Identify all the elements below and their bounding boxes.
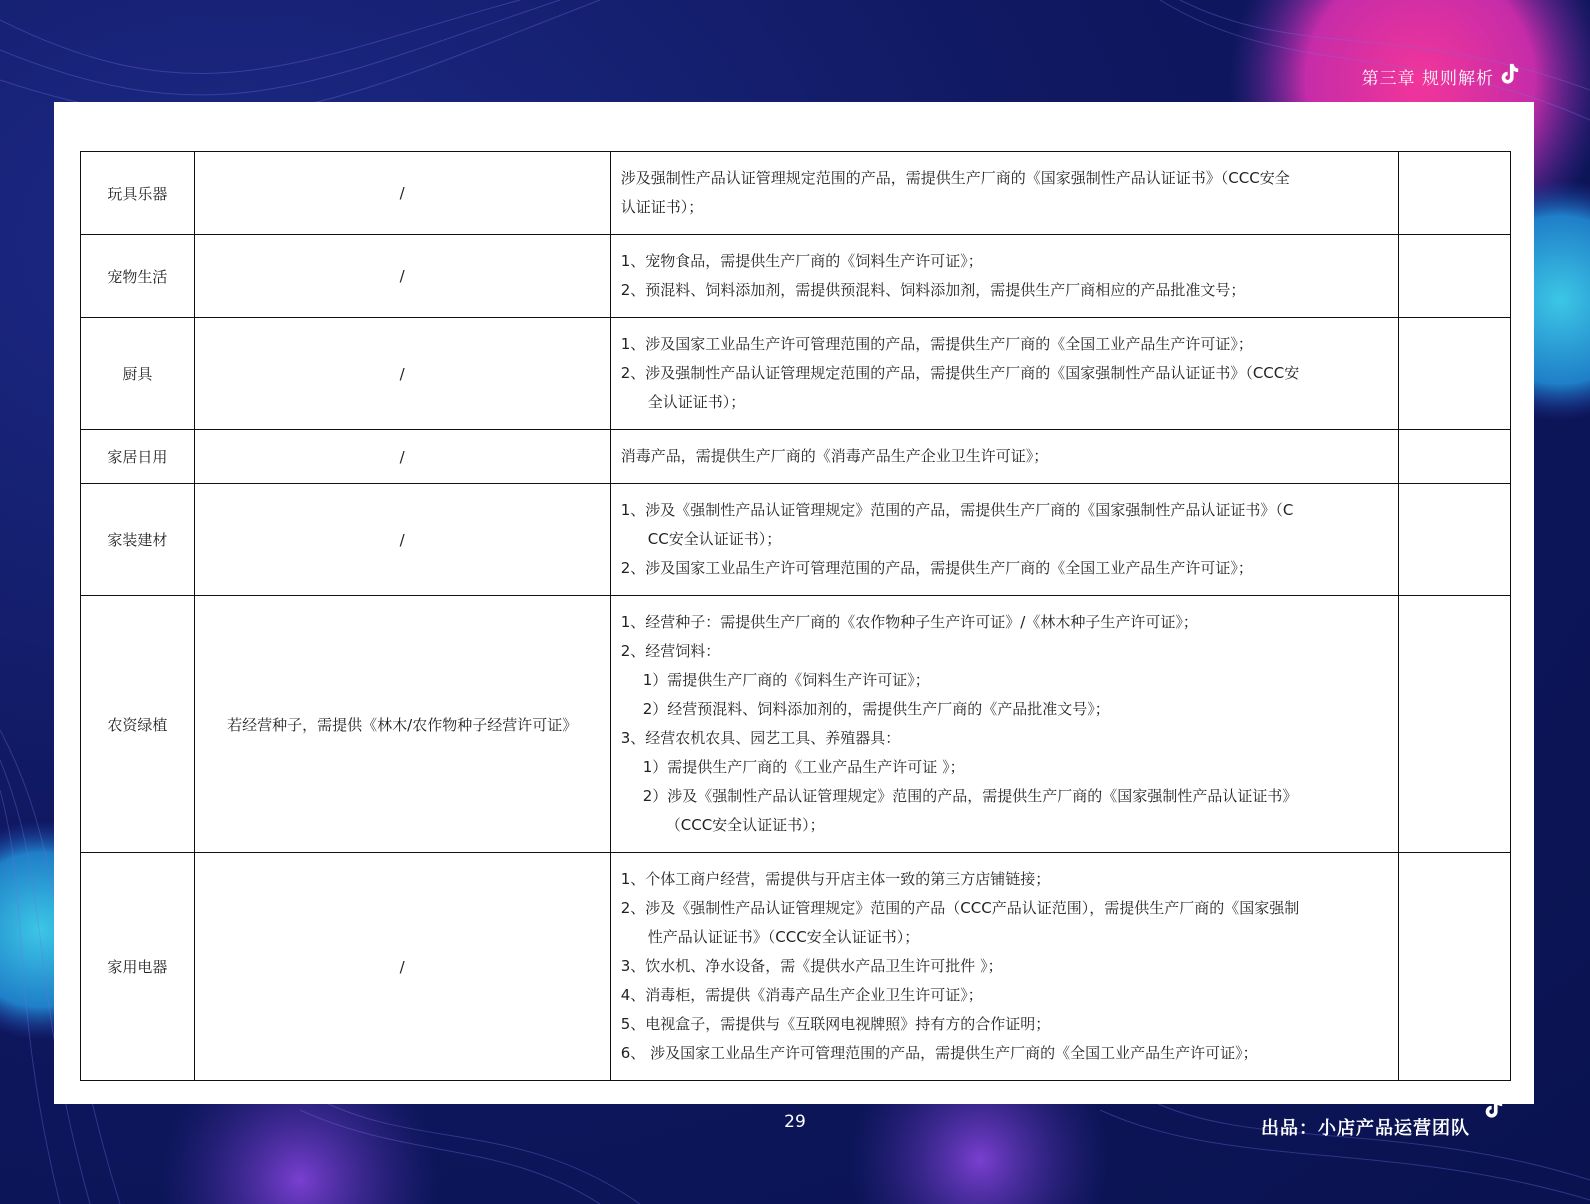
- qualification-line: 2）经营预混料、饲料添加剂的，需提供生产厂商的《产品批准文号》；: [642, 700, 1110, 718]
- qualification-line: 3、饮水机、净水设备，需《提供水产品卫生许可批件 》；: [620, 957, 1003, 975]
- category-cell: 宠物生活: [81, 235, 195, 318]
- chapter-title: 第三章 规则解析: [1361, 69, 1494, 89]
- qualification-line: 4、消毒柜，需提供《消毒产品生产企业卫生许可证》；: [620, 986, 983, 1004]
- table-row: [81, 430, 1511, 484]
- qualification-line: 2、经营饲料：: [620, 642, 721, 660]
- qualification-cell: [610, 484, 1399, 596]
- qualification-table: [80, 151, 1511, 1081]
- category-cell: 厨具: [81, 318, 195, 430]
- qualification-line: 3、经营农机农具、园艺工具、养殖器具：: [620, 729, 901, 747]
- table-row: [81, 853, 1511, 1081]
- requirement-cell: /: [194, 318, 610, 430]
- category-cell: 家居日用: [81, 430, 195, 484]
- page-number-text: 29: [784, 1112, 806, 1132]
- qualification-line: 认证证书）；: [620, 198, 704, 216]
- qualification-line: 5、电视盒子，需提供与《互联网电视牌照》持有方的合作证明；: [620, 1015, 1051, 1033]
- empty-cell: [1399, 235, 1511, 318]
- requirement-cell: /: [194, 853, 610, 1081]
- table-row: [81, 235, 1511, 318]
- qualification-cell: [610, 235, 1399, 318]
- category-cell: 农资绿植: [81, 596, 195, 853]
- qualification-cell: [610, 853, 1399, 1081]
- requirement-cell: /: [194, 235, 610, 318]
- empty-cell: [1399, 430, 1511, 484]
- empty-cell: [1399, 484, 1511, 596]
- qualification-line: 1、涉及国家工业品生产许可管理范围的产品，需提供生产厂商的《全国工业产品生产许可证》；: [620, 335, 1253, 353]
- qualification-line: 2、涉及强制性产品认证管理规定范围的产品，需提供生产厂商的《国家强制性产品认证证书》（CCC安: [620, 364, 1300, 382]
- qualification-line: 2、涉及国家工业品生产许可管理范围的产品，需提供生产厂商的《全国工业产品生产许可证》；: [620, 559, 1253, 577]
- qualification-line: 1、经营种子：需提供生产厂商的《农作物种子生产许可证》/《林木种子生产许可证》；: [620, 613, 1198, 631]
- table-row: [81, 596, 1511, 853]
- empty-cell: [1399, 596, 1511, 853]
- table-row: [81, 152, 1511, 235]
- table-row: [81, 318, 1511, 430]
- qualification-line: 6、 涉及国家工业品生产许可管理范围的产品，需提供生产厂商的《全国工业产品生产许可证》；: [620, 1044, 1258, 1062]
- qualification-line: 1、宠物食品，需提供生产厂商的《饲料生产许可证》；: [620, 252, 983, 270]
- empty-cell: [1399, 152, 1511, 235]
- qualification-cell: [610, 152, 1399, 235]
- category-cell: 家装建材: [81, 484, 195, 596]
- table-row: [81, 484, 1511, 596]
- requirement-cell: 若经营种子，需提供《林木/农作物种子经营许可证》: [194, 596, 610, 853]
- qualification-cell: [610, 596, 1399, 853]
- qualification-line: 性产品认证证书》（CCC安全认证证书）；: [647, 928, 920, 946]
- requirement-cell: /: [194, 484, 610, 596]
- tiktok-note-icon: [1498, 62, 1520, 86]
- qualification-line: 1）需提供生产厂商的《饲料生产许可证》；: [642, 671, 930, 689]
- qualification-line: CC安全认证证书）；: [647, 530, 782, 548]
- qualification-line: 2、预混料、饲料添加剂，需提供预混料、饲料添加剂，需提供生产厂商相应的产品批准文号；: [620, 281, 1246, 299]
- category-cell: 家用电器: [81, 853, 195, 1081]
- qualification-line: 消毒产品，需提供生产厂商的《消毒产品生产企业卫生许可证》；: [620, 447, 1049, 465]
- producer-text: 出品：小店产品运营团队: [1261, 1118, 1470, 1139]
- qualification-line: 全认证证书）；: [647, 393, 746, 411]
- qualification-line: 2、涉及《强制性产品认证管理规定》范围的产品（CCC产品认证范围），需提供生产厂商的《国家强制: [620, 899, 1300, 917]
- qualification-line: 2）涉及《强制性产品认证管理规定》范围的产品，需提供生产厂商的《国家强制性产品认证证书》: [642, 787, 1298, 805]
- tiktok-note-icon: [1482, 1096, 1504, 1120]
- empty-cell: [1399, 853, 1511, 1081]
- qualification-line: 1、个体工商户经营，需提供与开店主体一致的第三方店铺链接；: [620, 870, 1051, 888]
- qualification-cell: [610, 318, 1399, 430]
- empty-cell: [1399, 318, 1511, 430]
- requirement-cell: /: [194, 152, 610, 235]
- requirement-cell: /: [194, 430, 610, 484]
- qualification-line: （CCC安全认证证书）；: [665, 816, 825, 834]
- qualification-line: 涉及强制性产品认证管理规定范围的产品，需提供生产厂商的《国家强制性产品认证证书》（CCC安全: [620, 169, 1290, 187]
- qualification-cell: [610, 430, 1399, 484]
- category-cell: 玩具乐器: [81, 152, 195, 235]
- qualification-line: 1、涉及《强制性产品认证管理规定》范围的产品，需提供生产厂商的《国家强制性产品认证证书》（C: [620, 501, 1294, 519]
- qualification-line: 1）需提供生产厂商的《工业产品生产许可证 》；: [642, 758, 965, 776]
- producer-credit: [1261, 1114, 1470, 1140]
- content-card: [54, 102, 1534, 1104]
- chapter-label: [1362, 64, 1494, 89]
